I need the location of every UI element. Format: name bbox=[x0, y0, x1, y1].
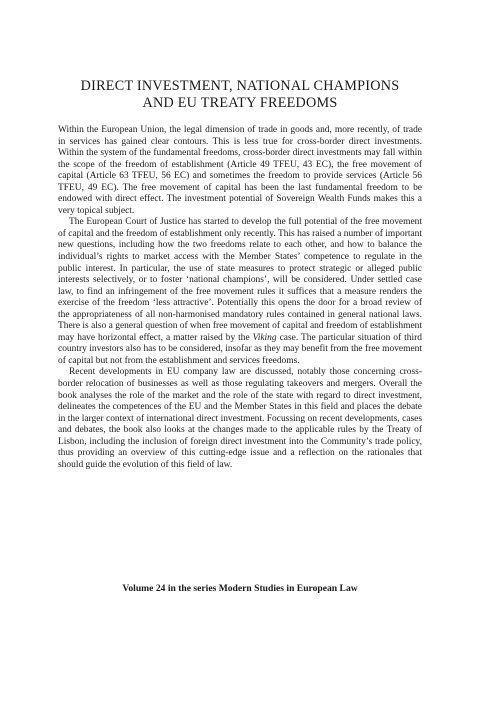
title-line-2: AND EU TREATY FREEDOMS bbox=[142, 95, 338, 111]
series-note: Volume 24 in the series Modern Studies in European Law bbox=[122, 583, 358, 594]
title-line-1: DIRECT INVESTMENT, NATIONAL CHAMPIONS bbox=[80, 78, 400, 94]
paragraph-2-text-start: The European Court of Justice has started to develop the full potential of the free movement of capital and the freedom of establishment only recently. This has raised a number of important new questions, including how the two freedoms relate to each other, and how to balance the individual’s rights to market access with the Member States’ competence to regulate in the public interest. In particular, the use of state measures to protect strategic or alleged public interests selectively, or to foster ‘national champions’, will be considered. Under settled case law, to find an infringement of the free movement rules it suffices that a measure renders the exercise of the freedom ‘less attractive’. Potentially this opens the door for a broad review of the appropriateness of all non-harmonised mandatory rules contained in general national laws. There is also a general question of when free movement of capital and freedom of establishment may have horizontal effect, a matter raised by the bbox=[58, 217, 422, 343]
paragraph-1: Within the European Union, the legal dimension of trade in goods and, more recently, of trade in services has gained clear contours. This is less true for cross-border direct investments. Within the system of the fundamental freedoms, cross-border direct investments may fall within the scope of the freedom of establishment (Article 49 TFEU, 43 EC), the free movement of capital (Article 63 TFEU, 56 EC) and sometimes the freedom to provide services (Article 56 TFEU, 49 EC). The free movement of capital has been the last fundamental freedom to be endowed with direct effect. The investment potential of Sovereign Wealth Funds makes this a very topical subject. bbox=[58, 125, 422, 216]
paragraph-2 bbox=[58, 217, 422, 367]
case-name-viking: Viking bbox=[252, 332, 277, 343]
page-title bbox=[40, 78, 440, 112]
blurb-text bbox=[58, 125, 422, 471]
paragraph-3: Recent developments in EU company law are discussed, notably those concerning cross-border relocation of businesses as well as those regulating takeovers and mergers. Overall the book analyses the role of the market and the role of the state with regard to direct investment, delineates the competences of the EU and the Member States in this field and places the debate in the larger context of international direct investment. Focussing on recent developments, cases and debates, the book also looks at the changes made to the applicable rules by the Treaty of Lisbon, including the inclusion of foreign direct investment into the Community’s trade policy, thus providing an overview of this cutting-edge issue and a reflection on the rationales that should guide the evolution of this field of law. bbox=[58, 367, 422, 470]
paragraph-2-text-end: case. The particular situation of third country investors also has to be considered, insofar as they may benefit from the free movement of capital but not from the establishment and services freedoms. bbox=[58, 332, 422, 366]
